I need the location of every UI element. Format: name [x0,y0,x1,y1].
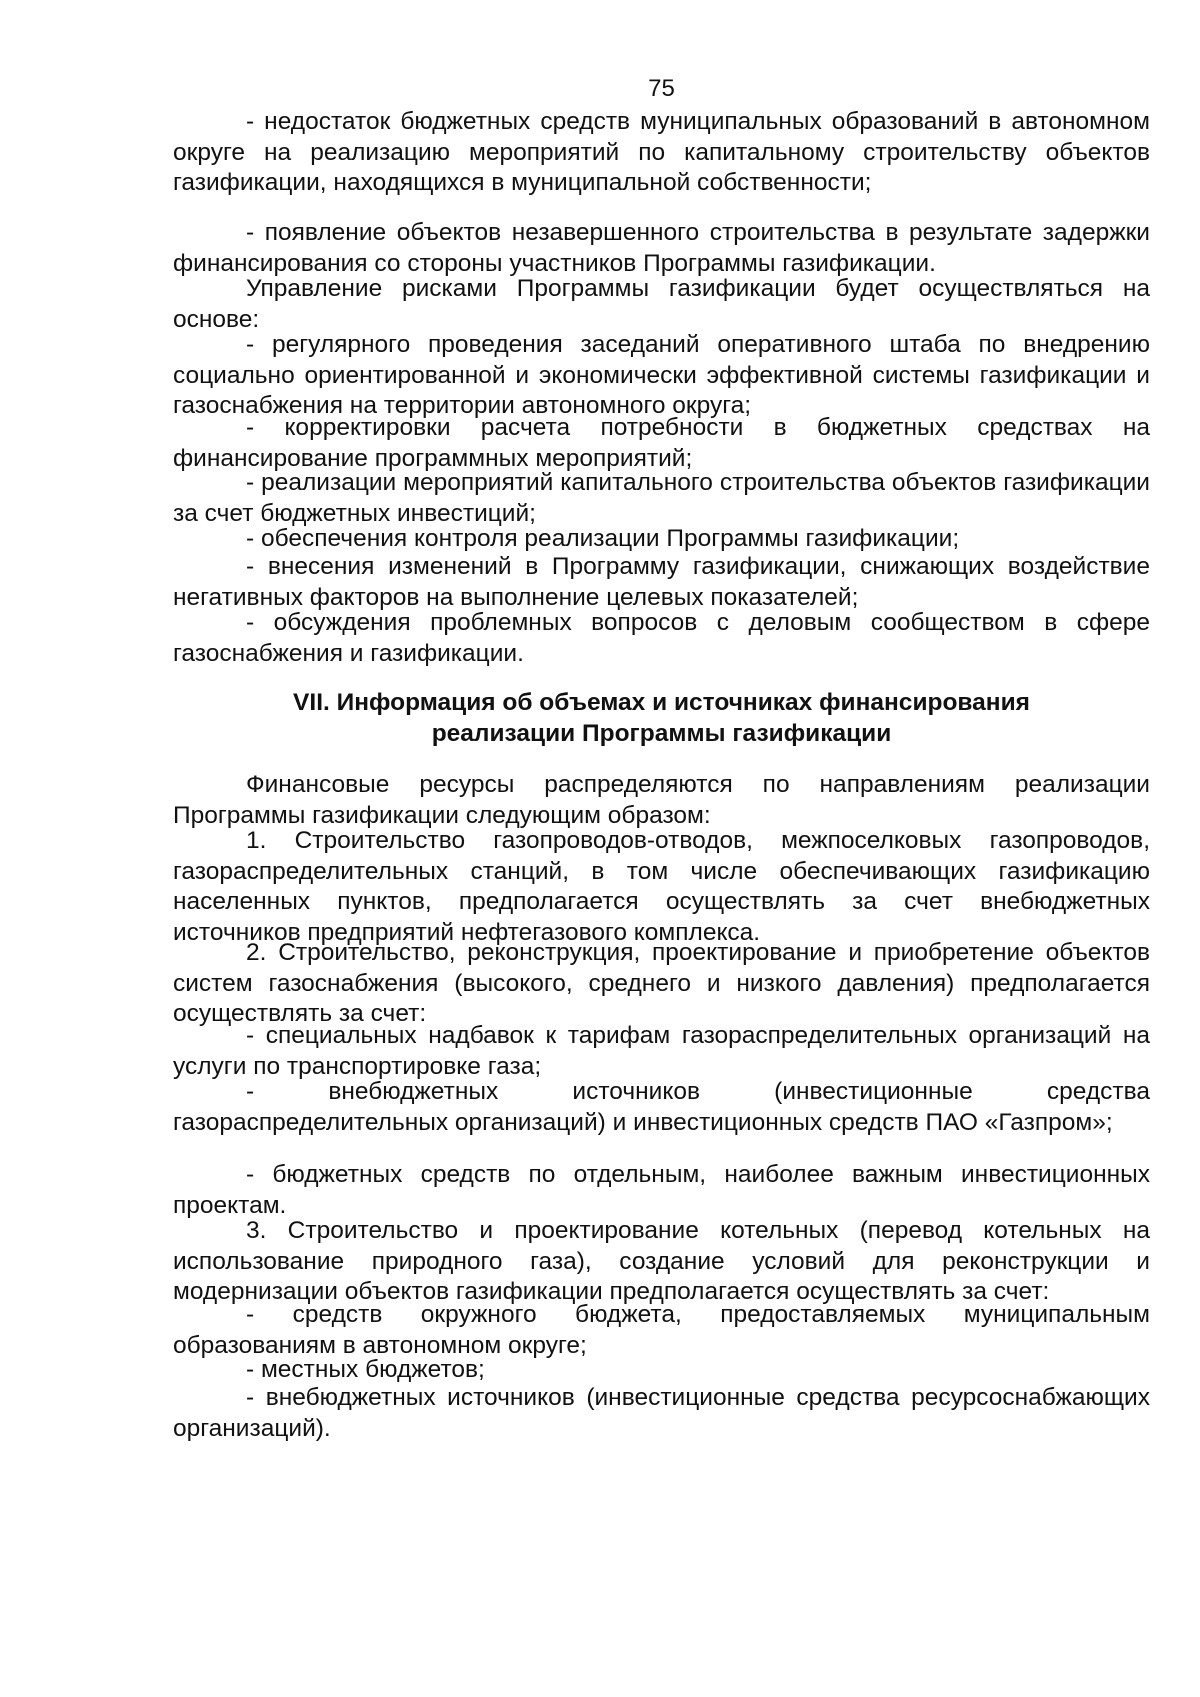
risk-paragraph-2: - появление объектов незавершенного строительства в результате задержки финансирования со стороны участников Программы газификации. [173,219,1150,277]
risk-management-item-3: - реализации мероприятий капитального строительства объектов газификации за счет бюджетных инвестиций; [173,469,1150,527]
page-number: 75 [648,75,675,102]
section-heading-line-2: реализации Программы газификации [431,720,892,747]
financing-item-1: 1. Строительство газопроводов-отводов, межпоселковых газопроводов, газораспределительных станций, в том числе обеспечивающих газификацию населенных пунктов, предполагается осуществлять за счет внебюджетных источников предприятий нефтегазового комплекса. [173,827,1150,946]
item3-source-2: - местных бюджетов; [246,1356,485,1383]
risk-management-intro: Управление рисками Программы газификации будет осуществляться на основе: [173,275,1150,333]
financing-item-2: 2. Строительство, реконструкция, проектирование и приобретение объектов систем газоснабжения (высокого, среднего и низкого давления) предполагается осуществлять за счет: [173,939,1150,1027]
risk-management-item-6: - обсуждения проблемных вопросов с деловым сообществом в сфере газоснабжения и газификации. [173,609,1150,667]
item2-source-3: - бюджетных средств по отдельным, наиболее важным инвестиционных проектам. [173,1161,1150,1219]
item3-source-1: - средств окружного бюджета, предоставляемых муниципальным образованиям в автономном округе; [173,1301,1150,1359]
risk-management-item-2: - корректировки расчета потребности в бюджетных средствах на финансирование программных мероприятий; [173,414,1150,472]
section-heading-line-1: VII. Информация об объемах и источниках финансирования [293,689,1030,716]
risk-management-item-5: - внесения изменений в Программу газификации, снижающих воздействие негативных факторов на выполнение целевых показателей; [173,553,1150,611]
item2-source-2: - внебюджетных источников (инвестиционные средства газораспределительных организаций) и инвестиционных средств ПАО «Газпром»; [173,1078,1150,1136]
risk-management-item-4: - обеспечения контроля реализации Программы газификации; [246,525,960,552]
item2-source-1: - специальных надбавок к тарифам газораспределительных организаций на услуги по транспортировке газа; [173,1022,1150,1080]
financing-intro: Финансовые ресурсы распределяются по направлениям реализации Программы газификации следующим образом: [173,771,1150,829]
risk-paragraph-1: - недостаток бюджетных средств муниципальных образований в автономном округе на реализацию мероприятий по капитальному строительству объектов газификации, находящихся в муниципальной собственности; [173,108,1150,196]
item3-source-3: - внебюджетных источников (инвестиционные средства ресурсоснабжающих организаций). [173,1384,1150,1442]
financing-item-3: 3. Строительство и проектирование котельных (перевод котельных на использование природного газа), создание условий для реконструкции и модернизации объектов газификации предполагается осуществлять за счет: [173,1217,1150,1305]
risk-management-item-1: - регулярного проведения заседаний оперативного штаба по внедрению социально ориентированной и экономически эффективной системы газификации и газоснабжения на территории автономного округа; [173,331,1150,419]
